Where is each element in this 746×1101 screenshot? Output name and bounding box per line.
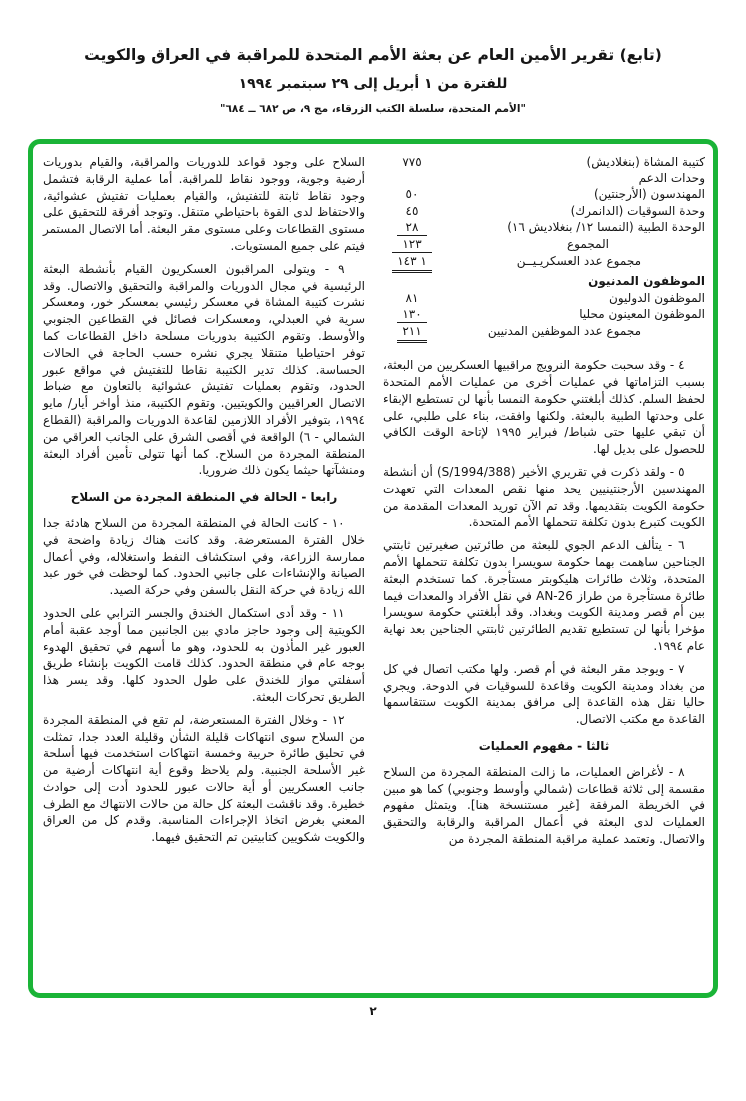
table-row — [383, 219, 705, 235]
two-column-layout — [33, 144, 713, 993]
table-row-value: ٤٥ — [405, 203, 419, 218]
report-title: (تابع) تقرير الأمين العام عن بعثة الأمم المتحدة للمراقبة في العراق والكويت — [84, 46, 662, 64]
document-frame — [28, 139, 718, 998]
table-row-value: ٧٧٥ — [402, 155, 422, 169]
paragraph-10: ١٠ - كانت الحالة في المنطقة المجردة من السلاح هادئة جدا خلال الفترة المستعرضة. وقد كانت هناك زيادة واضحة في ممارسة الزراعة، وفي استكشاف النفط واستغلاله، وفي أعمال الصيانة والإنشاءات على جانبي الحدود. كما لوحظت في خور عبد الله زيادة في حركة النقل بالسفن وفي حركة الصيد. — [43, 515, 365, 598]
right-column — [383, 154, 705, 993]
table-row — [383, 203, 705, 219]
report-period: للفترة من ١ أبريل إلى ٢٩ سبتمبر ١٩٩٤ — [238, 76, 508, 92]
table-section-header — [383, 273, 705, 289]
table-row-military-total — [383, 252, 705, 273]
table-row-value: ٢٨ — [405, 219, 419, 234]
table-row-label: وحدة السوقيات (الدانمرك) — [570, 203, 705, 218]
paragraph-11: ١١ - وقد أدى استكمال الخندق والجسر الترابي على الحدود الكويتية إلى وجود حاجز مادي بين الجانبين مما أوجد عقبة أمام العبور غير المأذون به للحدود، وهو ما أسهم في تحقيق الهدوء بوجه عام في منطقة الحدود. كذلك قامت الكويت بإنشاء طريق أسفلتي مواز للخندق على طول الحدود كلها. وقد يسر هذا الطريق تحركات البعثة. — [43, 605, 365, 704]
table-row-civilian-total — [383, 322, 705, 343]
personnel-strength-table — [383, 154, 705, 343]
paragraph-7: ٧ - ويوجد مقر البعثة في أم قصر. ولها مكتب اتصال في كل من بغداد ومدينة الكويت وقاعدة للسوقيات في الدوحة. ويجري حاليا نقل هذه القاعدة إلى مرافق بمدينة الكويت ستتقاسمها القاعدة مع مكتب الاتصال. — [383, 661, 705, 727]
table-row-label: مجموع عدد العسكريـيــن — [516, 254, 641, 269]
table-row-label: المجموع — [567, 237, 609, 252]
table-row-value: ٥٠ — [405, 187, 419, 202]
paragraph-12: ١٢ - وخلال الفترة المستعرضة، لم تقع في المنطقة المجردة من السلاح سوى انتهاكات قليلة الشأن وقليلة العدد جدا، تمثلت في تحليق طائرة حربية وخمسة انتهاكات استخدمت فيها أسلحة غير الأسلحة الجنبية. ولم يلاحظ وقوع أية انتهاكات أرضية من جانب العسكريين أو أية حالات عبور للحدود أدت إلى حوادث خطيرة. وقد ناقشت البعثة كل حالة من حالات الانتهاك مع الطرف المعني بغرض اتخاذ الإجراءات المناسبة. وقدم كل من العراق والكويت شكويين كتابيتين تم التحقيق فيهما. — [43, 712, 365, 845]
paragraph-6: ٦ - يتألف الدعم الجوي للبعثة من طائرتين صغيرتين ثابتتي الجناحين ساهمت بهما حكومة سويسرا بدون تكلفة تتحملها الأمم المتحدة، وثلاث طائرات هليكوبتر مستأجرة. كما تستخدم البعثة طائرة مستأجرة من طراز AN-26 في نقل الأفراد والمعدات فيما بين أم قصر ومدينة الكويت وبغداد. وقد أبلغتني حكومة سويسرا مؤخرا بأنها لن تستطيع تقديم الطائرتين ثابتتي الجناحين بعد نهاية عام ١٩٩٤. — [383, 538, 705, 653]
table-row-value: ٢١١ — [383, 322, 441, 343]
table-row-label: وحدات الدعم — [638, 171, 705, 186]
table-row-label: الموظفون الدوليون — [609, 290, 705, 305]
table-row — [383, 154, 705, 170]
section-heading-operations-concept: ثالثا - مفهوم العمليات — [478, 738, 610, 753]
table-row-value: ٨١ — [405, 290, 419, 305]
paragraph-4: ٤ - وقد سحبت حكومة النرويج مراقبيها العسكريين من البعثة، بسبب التزاماتها في عمليات أخرى من عمليات الأمم المتحدة لحفظ السلم. كذلك أبلغتني حكومة النمسا بأنها لن تستطيع الإبقاء على وحدتها الطبية بالبعثة. ولكنها وافقت، بناء على طلبي، على أن تبقي عليها حتى شباط/ فبراير ١٩٩٥ لإتاحة الوقت الكافي للحصول على بديل لها. — [383, 358, 706, 457]
table-row-label: الموظفون المدنيون — [588, 274, 705, 289]
table-row — [383, 290, 705, 306]
table-row — [383, 186, 705, 202]
table-row-label: الوحدة الطبية (النمسا ١٢/ بنغلاديش ١٦) — [507, 219, 705, 234]
table-row — [383, 170, 705, 186]
section-heading-dmz-situation: رابعا - الحالة في المنطقة المجردة من السلاح — [70, 490, 338, 505]
page-header — [0, 46, 746, 115]
table-row-label: كتيبة المشاة (بنغلاديش) — [586, 155, 705, 169]
table-row-subtotal — [383, 235, 705, 252]
left-column — [43, 154, 365, 993]
paragraph-5: ٥ - ولقد ذكرت في تقريري الأخير (S/1994/388) أن أنشطة المهندسين الأرجنتينيين يحد منها نقص المعدات التي تعهدت حكومة الكويت بتقديمها. وقد تم الآن توريد المعدات المقدمة من الكويت كتبرع بدون تكلفة تتحملها الأمم المتحدة. — [383, 465, 705, 530]
paragraph-9: ٩ - ويتولى المراقبون العسكريون القيام بأنشطة البعثة الرئيسية في مجال الدوريات والمراقبة والتحقيق والاتصال. وقد نشرت كتيبة المشاة في معسكر رئيسي بمعسكر خور، ومعسكر سرية في العبدلي، ومعسكرات فصائل في القطاعين الجنوبي والأوسط. وتقوم الكتيبة بدوريات مسلحة داخل القطاعات كما توفر احتياطيا متنقلا يجري نشره حسب الحاجة في الحالات الحساسة. كذلك تدير الكتيبة نقاطا للتفتيش في مواقع عبور الحدود، وتقوم بعمليات تفتيش عشوائية بالتعاون مع ضباط الاتصال العراقيين والكويتيين. وتقوم الكتيبة، منذ أواخر أيار/ مايو ١٩٩٤، بتوفير الأفراد اللازمين لقاعدة الدوريات والمراقبة (القطاع الشمالي - ٦) الواقعة في أقصى الشرق على الجانب العراقي من المنطقة المجردة من السلاح. كما أنها تتولى تأمين أفراد البعثة ومنشآتها حيثما يكون ذلك ضروريا. — [43, 261, 365, 478]
source-note: "الأمم المتحدة، سلسلة الكتب الزرقاء، مج ٩، ص ٦٨٢ ــ ٦٨٤" — [220, 103, 526, 115]
table-row — [383, 306, 705, 322]
table-row-value: ١٣٠ — [402, 306, 422, 321]
table-row-label: الموظفون المعينون محليا — [579, 306, 705, 321]
table-row-value: ١٢٣ — [383, 235, 441, 252]
table-row-label: مجموع عدد الموظفين المدنيين — [487, 324, 641, 339]
page-number: ٢ — [369, 1004, 377, 1018]
paragraph-8: ٨ - لأغراض العمليات، ما زالت المنطقة المجردة من السلاح مقسمة إلى ثلاثة قطاعات (شمالي وأوسط وجنوبي) كما هو مبين في الخريطة المرفقة [غير مستنسخة هنا]. ويتمثل مفهوم العمليات لدى البعثة في أعمال المراقبة والرقابة والتحقيق والاتصال. وتعتمد عملية مراقبة المنطقة المجردة من — [383, 764, 705, 846]
table-row-value: ١ ١٤٣ — [383, 252, 441, 273]
paragraph-8-continued: السلاح على وجود قواعد للدوريات والمراقبة، والقيام بدوريات أرضية وجوية، ووجود نقاط للمراقبة. أما عملية الرقابة فتشمل وجود نقاط ثابتة للتفتيش، والقيام بعمليات تفتيش عشوائية، والاحتفاظ لدى القوة باحتياطي متنقل. وتوجد أفرقة للتحقيق على مستوى القطاعات وعلى مستوى مقر البعثة. أما الاتصال المستمر فيتم على جميع المستويات. — [43, 155, 365, 253]
table-row-label: المهندسون (الأرجنتين) — [593, 187, 705, 202]
